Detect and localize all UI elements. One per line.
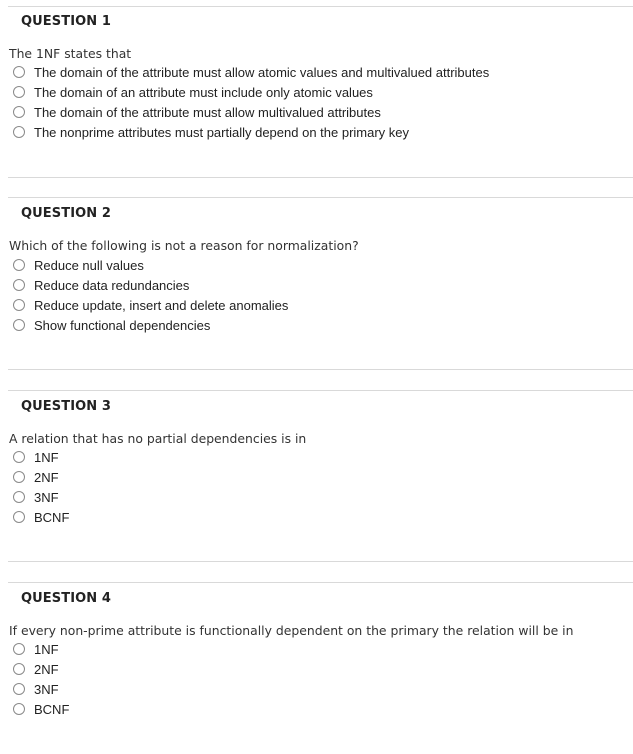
question-4-option-3[interactable] <box>13 679 59 699</box>
question-1-option-4[interactable] <box>13 122 409 142</box>
divider-q2-bottom <box>8 369 633 370</box>
question-3-option-3[interactable] <box>13 487 59 507</box>
option-label: The domain of the attribute must allow multivalued attributes <box>34 104 381 120</box>
question-3-header: QUESTION 3 <box>21 399 112 414</box>
option-label: 3NF <box>34 489 59 505</box>
option-label: 3NF <box>34 681 59 697</box>
divider-q3-bottom <box>8 561 633 562</box>
option-label: 2NF <box>34 469 59 485</box>
divider-q1-bottom <box>8 177 633 178</box>
option-label: BCNF <box>34 701 70 717</box>
radio-button[interactable] <box>13 259 25 271</box>
option-label: The domain of the attribute must allow atomic values and multivalued attributes <box>34 64 490 80</box>
option-label: Reduce data redundancies <box>34 277 190 293</box>
question-4-option-2[interactable] <box>13 659 59 679</box>
question-1-header: QUESTION 1 <box>21 14 112 29</box>
radio-button[interactable] <box>13 66 25 78</box>
divider-q4-top <box>8 582 633 583</box>
radio-button[interactable] <box>13 279 25 291</box>
question-4-option-1[interactable] <box>13 639 59 659</box>
radio-button[interactable] <box>13 663 25 675</box>
option-label: 1NF <box>34 641 59 657</box>
question-4-option-4[interactable] <box>13 699 69 719</box>
divider-top <box>8 6 633 7</box>
question-3-option-1[interactable] <box>13 447 59 467</box>
radio-button[interactable] <box>13 299 25 311</box>
radio-button[interactable] <box>13 643 25 655</box>
option-label: BCNF <box>34 509 70 525</box>
question-1-prompt: The 1NF states that <box>9 46 132 61</box>
option-label: Reduce null values <box>34 257 144 273</box>
radio-button[interactable] <box>13 106 25 118</box>
radio-button[interactable] <box>13 491 25 503</box>
question-2-option-3[interactable] <box>13 295 288 315</box>
radio-button[interactable] <box>13 703 25 715</box>
option-label: The domain of an attribute must include only atomic values <box>34 84 373 100</box>
option-label: 2NF <box>34 661 59 677</box>
question-1-option-1[interactable] <box>13 62 489 82</box>
question-2-option-4[interactable] <box>13 315 210 335</box>
question-4-header: QUESTION 4 <box>21 591 112 606</box>
option-label: Reduce update, insert and delete anomalies <box>34 297 289 313</box>
radio-button[interactable] <box>13 683 25 695</box>
question-4-prompt: If every non-prime attribute is functionally dependent on the primary the relation will be in <box>9 623 574 638</box>
question-2-header: QUESTION 2 <box>21 206 112 221</box>
radio-button[interactable] <box>13 126 25 138</box>
radio-button[interactable] <box>13 319 25 331</box>
question-1-option-2[interactable] <box>13 82 373 102</box>
option-label: The nonprime attributes must partially depend on the primary key <box>34 124 410 140</box>
radio-button[interactable] <box>13 86 25 98</box>
question-3-option-2[interactable] <box>13 467 59 487</box>
option-label: 1NF <box>34 449 59 465</box>
question-3-option-4[interactable] <box>13 507 69 527</box>
question-2-option-2[interactable] <box>13 275 189 295</box>
question-2-prompt: Which of the following is not a reason for normalization? <box>9 238 359 253</box>
radio-button[interactable] <box>13 471 25 483</box>
divider-q2-top <box>8 197 633 198</box>
divider-q3-top <box>8 390 633 391</box>
question-3-prompt: A relation that has no partial dependencies is in <box>9 431 307 446</box>
question-1-option-3[interactable] <box>13 102 381 122</box>
radio-button[interactable] <box>13 451 25 463</box>
radio-button[interactable] <box>13 511 25 523</box>
question-2-option-1[interactable] <box>13 255 144 275</box>
option-label: Show functional dependencies <box>34 317 211 333</box>
